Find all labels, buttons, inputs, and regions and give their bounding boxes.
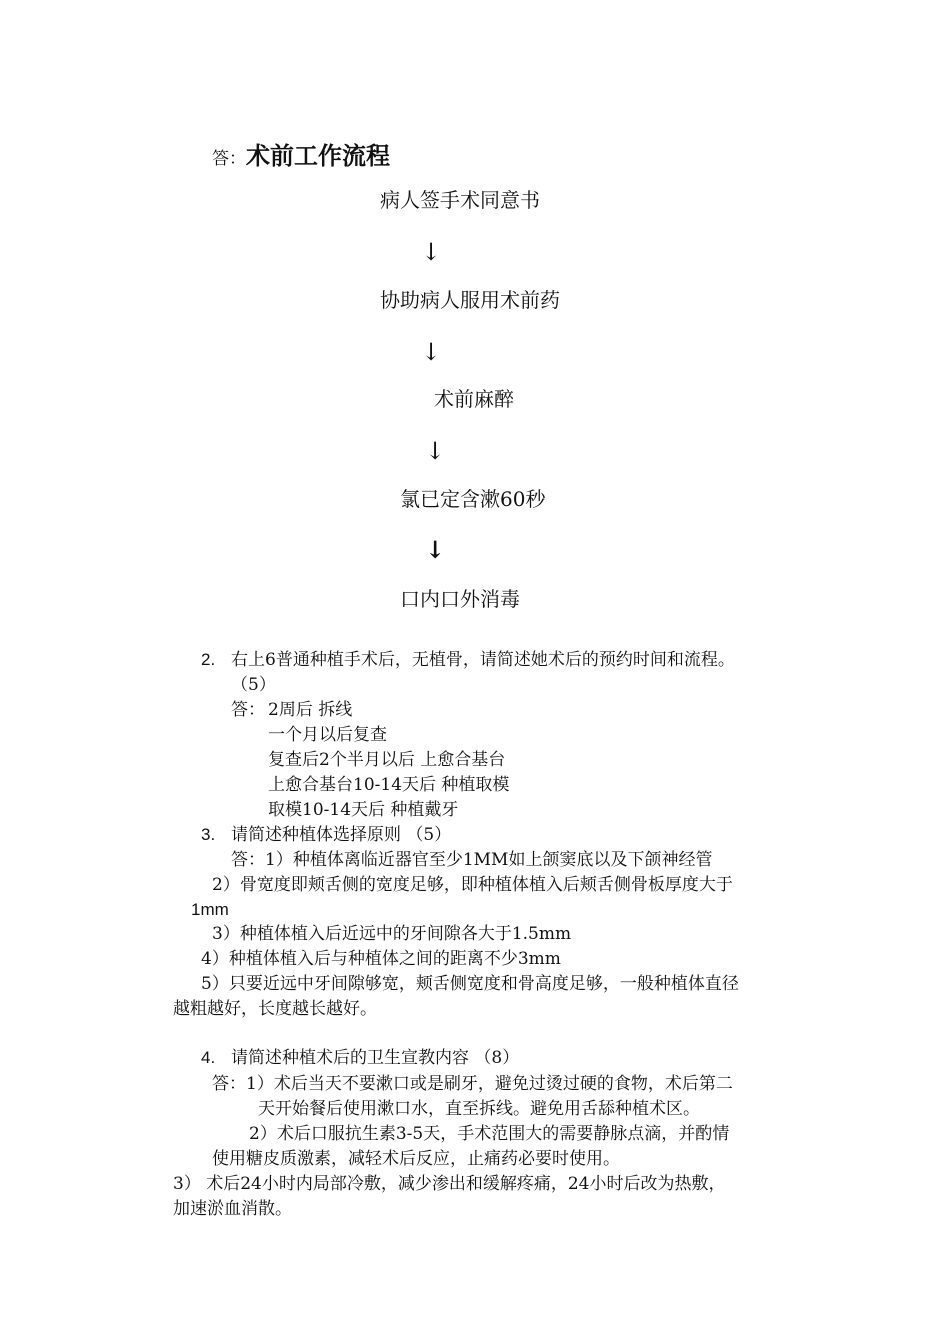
flow-step-1: 病人签手术同意书 bbox=[380, 188, 540, 212]
flow-title: 术前工作流程 bbox=[246, 141, 390, 170]
flow-step-4: 氯已定含漱60秒 bbox=[400, 487, 546, 511]
down-arrow-icon: ↓ bbox=[425, 535, 446, 564]
flow-step-2: 协助病人服用术前药 bbox=[380, 288, 560, 312]
question-number: 4. bbox=[201, 1048, 216, 1067]
q2-answer-line: 2周后 拆线 bbox=[268, 700, 353, 720]
down-arrow-icon: ↓ bbox=[421, 238, 442, 266]
answer-prefix: 答： bbox=[212, 149, 246, 169]
down-arrow-icon: ↓ bbox=[421, 338, 442, 366]
q3-answer-line: 3）种植体植入后近远中的牙间隙各大于1.5mm bbox=[212, 924, 572, 944]
flow-step-5: 口内口外消毒 bbox=[400, 587, 520, 611]
q3-answer-line: 5）只要近远中牙间隙够宽，颊舌侧宽度和骨高度足够，一般种植体直径 bbox=[201, 974, 739, 994]
q4-answer-line: 2）术后口服抗生素3-5天，手术范围大的需要静脉点滴，并酌情 bbox=[249, 1124, 730, 1144]
q3-answer-line: 越粗越好，长度越长越好。 bbox=[173, 999, 377, 1019]
down-arrow-icon: ↓ bbox=[425, 437, 446, 465]
q3-answer-line: 答：1）种植体离临近器官至少1MM如上颌窦底以及下颌神经管 bbox=[231, 850, 713, 870]
question-number: 3. bbox=[201, 825, 216, 844]
section-title bbox=[212, 136, 390, 171]
q4-answer-line: 3） 术后24小时内局部冷敷，减少渗出和缓解疼痛，24小时后改为热敷， bbox=[173, 1174, 726, 1194]
q4-answer-line: 加速淤血消散。 bbox=[173, 1199, 292, 1219]
question-3-text: 请简述种植体选择原则 （5） bbox=[231, 825, 452, 845]
q3-answer-line: 1mm bbox=[191, 900, 229, 919]
answer-prefix: 答： bbox=[231, 700, 265, 720]
question-number: 2. bbox=[201, 650, 216, 669]
q4-answer-line: 天开始餐后使用漱口水，直至拆线。避免用舌舔种植术区。 bbox=[258, 1099, 700, 1119]
q2-answer-line: 复查后2个半月以后 上愈合基台 bbox=[268, 750, 506, 770]
question-2-score: （5） bbox=[231, 675, 276, 695]
q2-answer-line: 上愈合基台10-14天后 种植取模 bbox=[268, 775, 510, 795]
q3-answer-line: 4）种植体植入后与种植体之间的距离不少3mm bbox=[201, 949, 561, 969]
q2-answer-line: 一个月以后复查 bbox=[268, 725, 387, 745]
question-4-text: 请简述种植术后的卫生宣教内容 （8） bbox=[231, 1048, 520, 1068]
q2-answer-line: 取模10-14天后 种植戴牙 bbox=[268, 800, 459, 820]
q4-answer-line: 答：1）术后当天不要漱口或是刷牙，避免过烫过硬的食物，术后第二 bbox=[212, 1074, 733, 1094]
question-2-text: 右上6普通种植手术后，无植骨，请简述她术后的预约时间和流程。 bbox=[231, 650, 735, 670]
q4-answer-line: 使用糖皮质激素，减轻术后反应，止痛药必要时使用。 bbox=[212, 1149, 620, 1169]
q3-answer-line: 2）骨宽度即颊舌侧的宽度足够，即种植体植入后颊舌侧骨板厚度大于 bbox=[212, 875, 733, 895]
flow-step-3: 术前麻醉 bbox=[434, 387, 514, 411]
